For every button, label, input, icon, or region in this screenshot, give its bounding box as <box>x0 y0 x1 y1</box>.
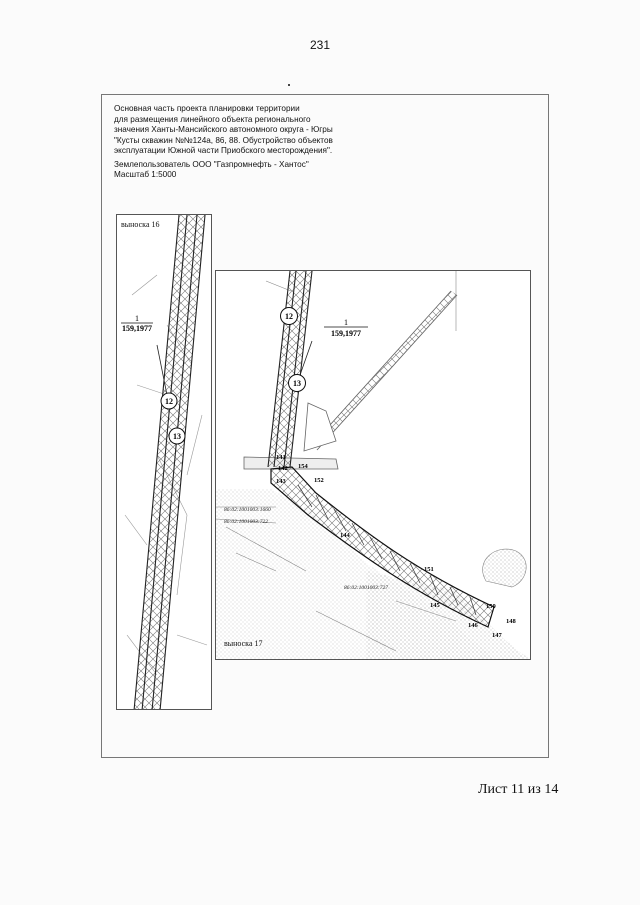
point-145: 145 <box>430 602 440 609</box>
title-line: значения Ханты-Мансийского автономного округа - Югры <box>114 125 333 134</box>
cadastral-2: 86:02:1001003:722 <box>224 519 268 525</box>
callout-16-map <box>117 215 212 710</box>
point-148: 148 <box>506 618 516 625</box>
fraction-bottom: 159,1977 <box>331 329 361 338</box>
point-141: 141 <box>276 454 286 461</box>
point-152: 152 <box>314 477 324 484</box>
corridor-hatch <box>134 215 205 710</box>
callout-17-label: выноска 17 <box>224 639 263 648</box>
callout-16-panel <box>116 214 212 710</box>
sheet-footer: Лист 11 из 14 <box>478 782 559 797</box>
terrain-areas <box>216 489 531 660</box>
parcel-number-12: 12 <box>285 312 293 321</box>
callout-17-map <box>216 271 531 660</box>
parcel-number-13: 13 <box>293 379 301 388</box>
page-number: 231 <box>309 38 331 52</box>
callout-16-label: выноска 16 <box>121 220 160 229</box>
point-151: 151 <box>424 566 434 573</box>
point-143: 143 <box>276 478 286 485</box>
title-line: "Кусты скважин №№124а, 86, 88. Обустройство объектов <box>114 135 333 145</box>
title-line: Основная часть проекта планировки территории <box>114 104 300 113</box>
point-147: 147 <box>492 632 502 639</box>
point-142: 142 <box>278 465 288 472</box>
scan-speck <box>288 84 290 86</box>
title-block <box>114 104 374 181</box>
point-146: 146 <box>468 622 478 629</box>
parcel-number-12: 12 <box>165 397 173 406</box>
cadastral-3: 86:02:1001003:727 <box>344 585 388 591</box>
parcel-number-13: 13 <box>173 432 181 441</box>
scale-line: Масштаб 1:5000 <box>114 170 177 179</box>
pipeline-hatch <box>311 291 457 450</box>
fraction-bottom: 159,1977 <box>122 324 152 333</box>
cadastral-1: 86:02:1001003:1660 <box>224 507 271 513</box>
landuser-line: Землепользователь ООО "Газпромнефть - Хантос" <box>114 159 309 169</box>
title-line: для размещения линейного объекта регионального <box>114 114 311 124</box>
point-144: 144 <box>340 532 350 539</box>
fraction-top: 1 <box>135 314 139 323</box>
callout-17-panel <box>215 270 531 660</box>
fraction-top: 1 <box>344 318 348 327</box>
point-154: 154 <box>298 463 308 470</box>
title-line: эксплуатации Южной части Приобского месторождения". <box>114 146 333 155</box>
point-150: 150 <box>486 603 496 610</box>
